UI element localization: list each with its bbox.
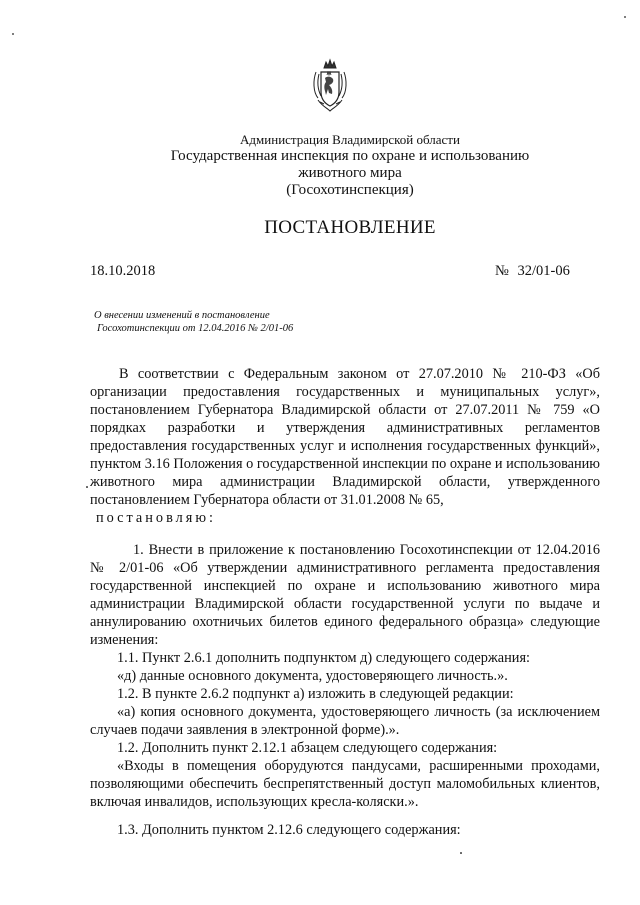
scan-speck [12, 33, 14, 35]
document-number: № 32/01-06 [495, 263, 570, 279]
item-1-1-text: «д) данные основного документа, удостоверяющего личность.». [117, 668, 508, 684]
scan-speck [460, 852, 462, 854]
document-date: 18.10.2018 [90, 263, 156, 279]
subject-line: Госохотинспекции от 12.04.2016 № 2/01-06 [97, 323, 294, 334]
scan-speck [86, 486, 88, 488]
item-1-2: 1.2. В пункте 2.6.2 подпункт а) изложить в следующей редакции: [117, 686, 514, 702]
preamble-paragraph: В соответствии с Федеральным законом от 27.07.2010 № 210-ФЗ «Об организации предоставления государственных и муниципальных услуг», постановлением Губернатора Владимирской области от 27.07.2011 № 759 «О порядках разработки и утверждения административных регламентов предоставления государственных услуг и исполнения государственных функций», пунктом 3.16 Положения о государственной инспекции по охране и использованию животного мира администрации Владимирской области, утвержденного постановлением Губернатора области от 31.01.2008 № 65, [90, 366, 600, 508]
item-1-2b-text: «Входы в помещения оборудуются пандусами, расширенными проходами, позволяющими обеспечить беспрепятственный доступ маломобильных клиентов, включая инвалидов, использующих кресла-коляски.». [90, 758, 600, 810]
inspection-short-name: (Госохотинспекция) [286, 182, 414, 198]
inspection-name: Государственная инспекция по охране и использованию [170, 148, 530, 164]
administration-name: Администрация Владимирской области [240, 132, 460, 147]
coat-of-arms-icon [310, 58, 350, 114]
item-1-1: 1.1. Пункт 2.6.1 дополнить подпунктом д) следующего содержания: [117, 650, 530, 666]
item-1-paragraph: 1. Внести в приложение к постановлению Госохотинспекции от 12.04.2016 № 2/01-06 «Об утверждении административного регламента предоставления государственной инспекцией по охране и использованию животного мира администрации Владимирской области государственной услуги по выдаче и аннулированию охотничьих билетов единого федерального образца» следующие изменения: [90, 542, 600, 648]
item-1-2b: 1.2. Дополнить пункт 2.12.1 абзацем следующего содержания: [117, 740, 498, 756]
document-title: ПОСТАНОВЛЕНИЕ [264, 217, 436, 238]
inspection-name-continued: животного мира [298, 165, 402, 181]
resolve-word: постановляю: [96, 510, 216, 526]
item-1-2-text: «а) копия основного документа, удостоверяющего личность (за исключением случаев подачи заявления в электронной форме).». [90, 704, 600, 738]
item-1-3: 1.3. Дополнить пунктом 2.12.6 следующего содержания: [117, 822, 461, 838]
subject-line: О внесении изменений в постановление [94, 310, 270, 321]
scan-speck [624, 16, 626, 18]
